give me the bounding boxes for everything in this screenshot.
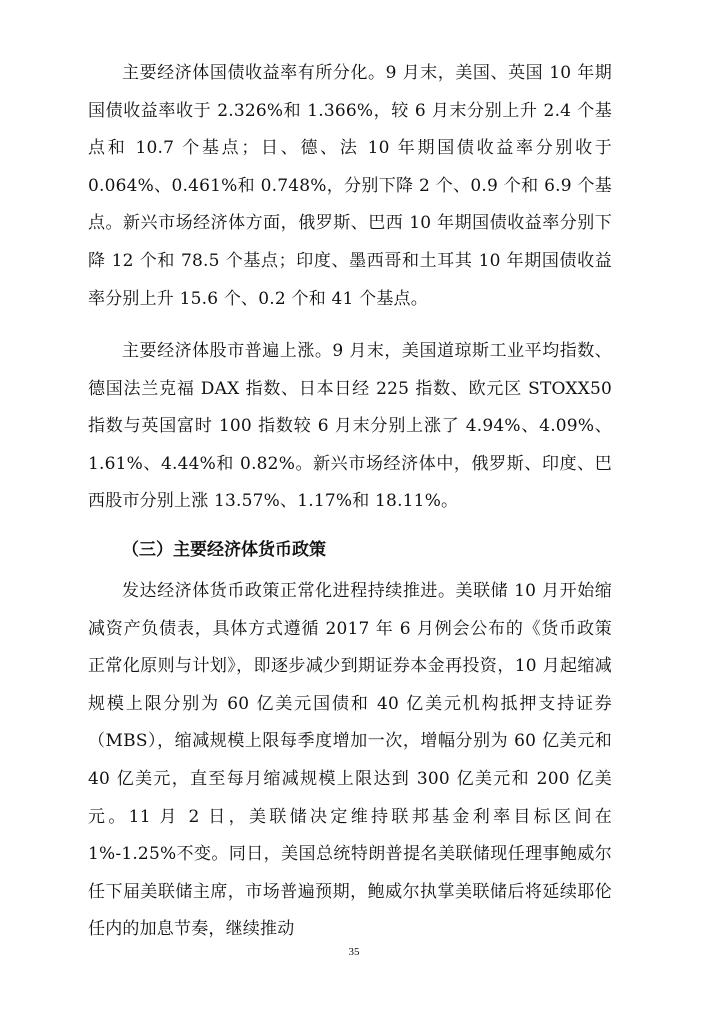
section-heading: （三）主要经济体货币政策 [122,540,326,560]
paragraph-stock-markets: 主要经济体股市普遍上涨。9 月末，美国道琼斯工业平均指数、德国法兰克福 DAX 指数、日本日经 225 指数、欧元区 STOXX50 指数与英国富时 100 指数较 6 月末分别上涨了 4.94%、4.09%、1.61%、4.44%和 0.82%。新兴市场经济体中，俄罗斯、印度、巴西股市分别上涨 13.57%、1.17%和 18.11%。 [88,341,612,512]
paragraph-bond-yields: 主要经济体国债收益率有所分化。9 月末，美国、英国 10 年期国债收益率收于 2.326%和 1.366%，较 6 月末分别上升 2.4 个基点和 10.7 个基点；日、德、法 10 年期国债收益率分别收于 0.064%、0.461%和 0.748%，分别下降 2 个、0.9 个和 6.9 个基点。新兴市场经济体方面，俄罗斯、巴西 10 年期国债收益率分别下降 12 个和 78.5 个基点；印度、墨西哥和土耳其 10 年期国债收益率分别上升 15.6 个、0.2 个和 41 个基点。 [88,63,612,309]
paragraph-monetary-policy: 发达经济体货币政策正常化进程持续推进。美联储 10 月开始缩减资产负债表，具体方式遵循 2017 年 6 月例会公布的《货币政策正常化原则与计划》，即逐步减少到期证券本金再投资，10 月起缩减规模上限分别为 60 亿美元国债和 40 亿美元机构抵押支持证券（MBS），缩减规模上限每季度增加一次，增幅分别为 60 亿美元和 40 亿美元，直至每月缩减规模上限达到 300 亿美元和 200 亿美元。11 月 2 日，美联储决定维持联邦基金利率目标区间在 1%-1.25%不变。同日，美国总统特朗普提名美联储现任理事鲍威尔任下届美联储主席，市场普遍预期，鲍威尔执掌美联储后将延续耶伦任内的加息节奏，继续推动 [88,581,612,940]
page-number: 35 [348,946,360,958]
